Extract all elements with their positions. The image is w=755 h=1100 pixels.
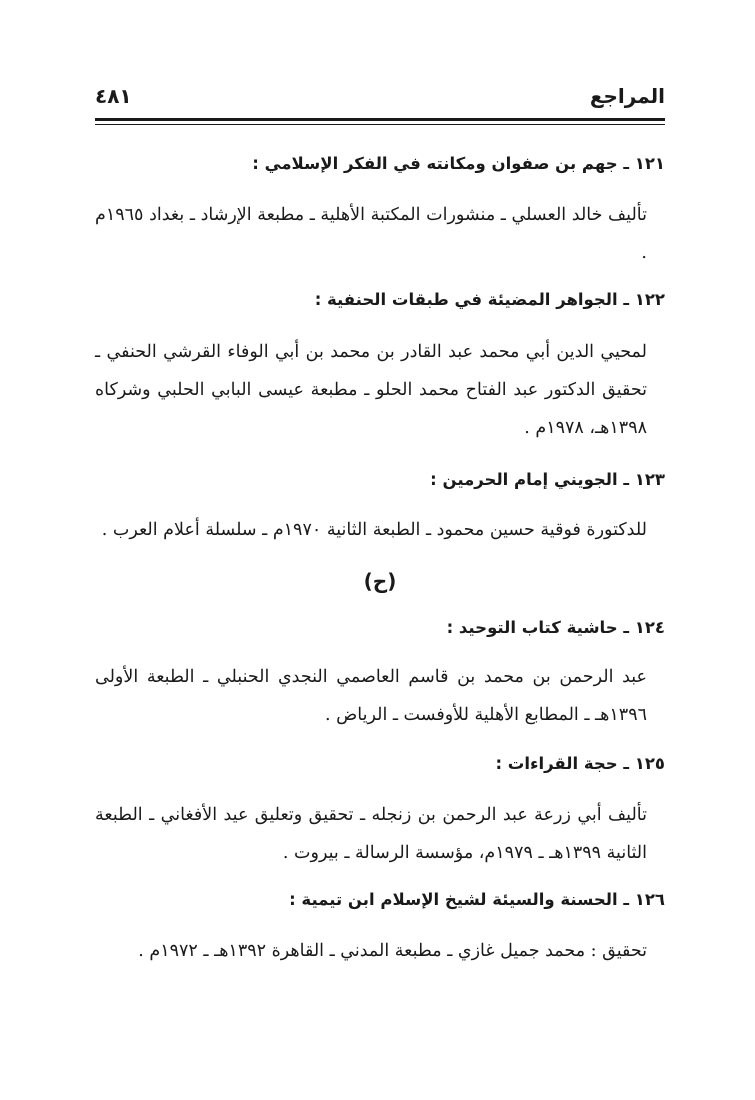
- entry-body: تحقيق : محمد جميل غازي ـ مطبعة المدني ـ القاهرة ١٣٩٢هـ ـ ١٩٧٢م .: [138, 941, 647, 961]
- book-page: [95, 78, 665, 1060]
- entry-heading: ١٢٦ ـ الحسنة والسيئة لشيخ الإسلام ابن تيمية :: [289, 890, 665, 909]
- entry-body: تأليف أبي زرعة عبد الرحمن بن زنجله ـ تحقيق وتعليق عيد الأفغاني ـ الطبعة الثانية ١٣٩٩هـ ـ ١٩٧٩م، مؤسسة الرسالة ـ بيروت .: [95, 805, 647, 863]
- page-number: ٤٨١: [95, 84, 132, 108]
- header-title: المراجع: [589, 84, 665, 108]
- section-letter: (ح): [363, 569, 397, 593]
- entry-body: لمحيي الدين أبي محمد عبد القادر بن محمد بن أبي الوفاء القرشي الحنفي ـ تحقيق الدكتور عبد الفتاح محمد الحلو ـ مطبعة عيسى البابي الحلبي وشركاه ١٣٩٨هـ، ١٩٧٨م .: [95, 342, 647, 438]
- entry-body: تأليف خالد العسلي ـ منشورات المكتبة الأهلية ـ مطبعة الإرشاد ـ بغداد ١٩٦٥م .: [95, 205, 647, 263]
- entry-heading: ١٢٢ ـ الجواهر المضيئة في طبقات الحنفية :: [314, 290, 665, 309]
- entry-heading: ١٢٣ ـ الجويني إمام الحرمين :: [430, 470, 665, 489]
- running-header: [95, 78, 665, 118]
- entry-heading: ١٢٥ ـ حجة القراءات :: [495, 754, 665, 773]
- entry-body: عبد الرحمن بن محمد بن قاسم العاصمي النجدي الحنبلي ـ الطبعة الأولى ١٣٩٦هـ ـ المطابع الأهلية للأوفست ـ الرياض .: [95, 667, 647, 725]
- header-rule-thick: [95, 118, 665, 121]
- entry-body: للدكتورة فوقية حسين محمود ـ الطبعة الثانية ١٩٧٠م ـ سلسلة أعلام العرب .: [101, 520, 647, 540]
- header-rule-thin: [95, 124, 665, 125]
- entry-heading: ١٢١ ـ جهم بن صفوان ومكانته في الفكر الإسلامي :: [252, 154, 665, 173]
- entry-heading: ١٢٤ ـ حاشية كتاب التوحيد :: [446, 618, 665, 637]
